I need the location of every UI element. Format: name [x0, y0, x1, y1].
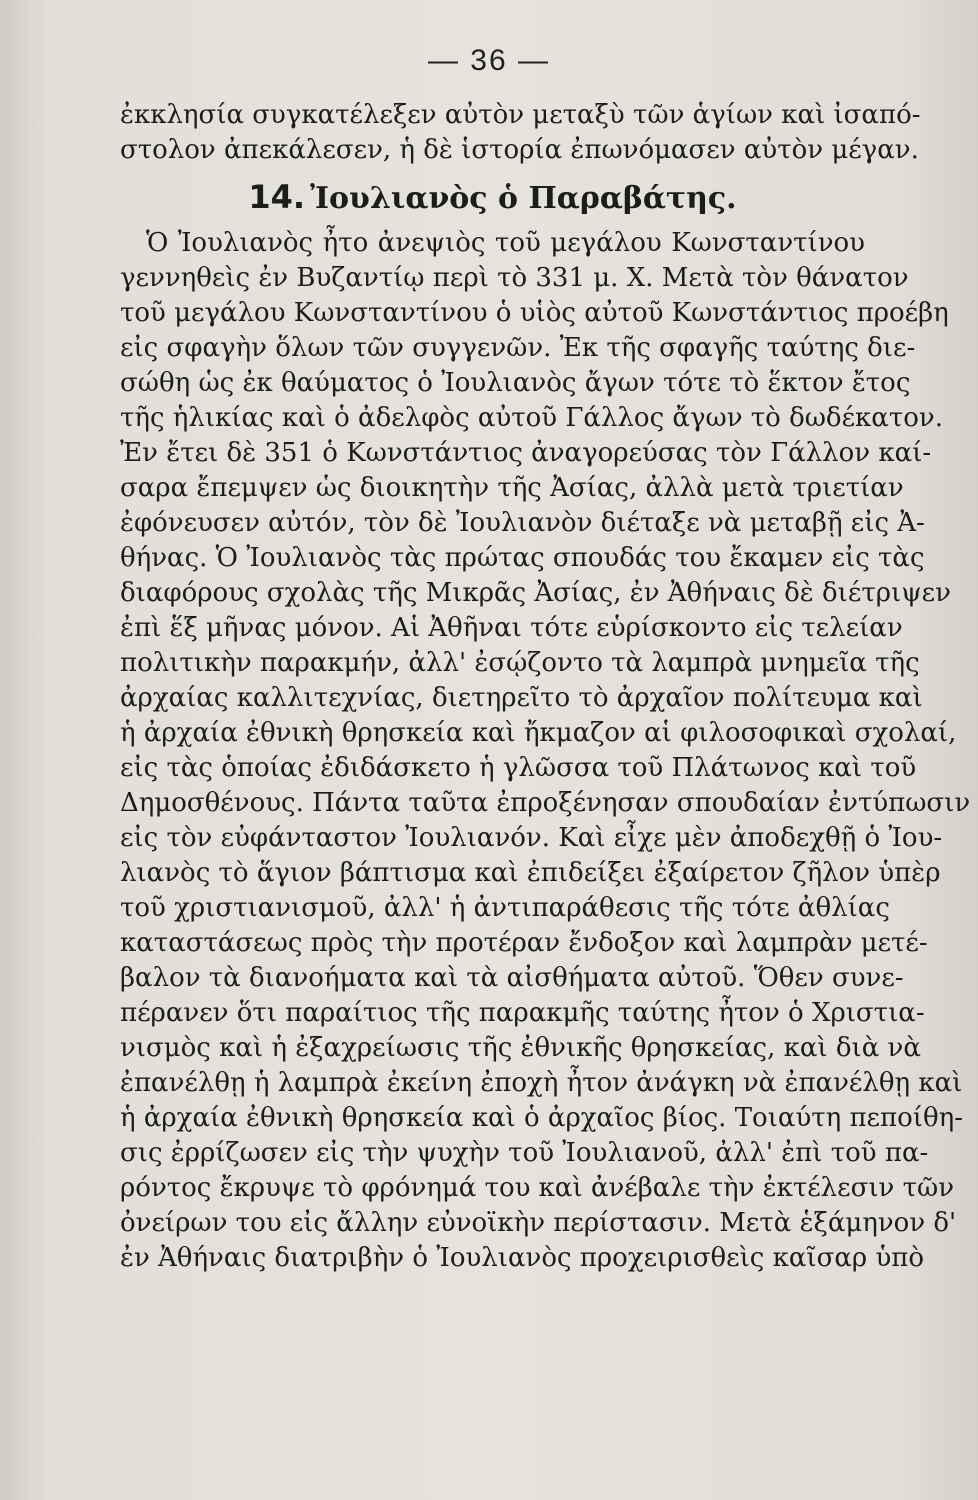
section-number: 14.	[248, 178, 306, 216]
text-line: νισμὸς καὶ ἡ ἐξαχρείωσις τῆς ἐθνικῆς θρησκείας, καὶ διὰ νὰ	[120, 1033, 921, 1063]
text-line: Ὁ Ἰουλιανὸς ἦτο ἀνεψιὸς τοῦ μεγάλου Κωνσταντίνου	[146, 228, 865, 258]
text-line: ἐπανέλθῃ ἡ λαμπρὰ ἐκείνη ἐποχὴ ἦτον ἀνάγκη νὰ ἐπανέλθῃ καὶ	[120, 1068, 963, 1098]
text-line: τοῦ μεγάλου Κωνσταντίνου ὁ υἱὸς αὐτοῦ Κωνστάντιος προέβη	[120, 298, 949, 328]
text-line: Ἐν ἔτει δὲ 351 ὁ Κωνστάντιος ἀναγορεύσας τὸν Γάλλον καί-	[120, 438, 932, 468]
text-line: ἡ ἀρχαία ἐθνικὴ θρησκεία καὶ ὁ ἀρχαῖος βίος. Τοιαύτη πεποίθη-	[120, 1103, 963, 1133]
text-line: σώθη ὡς ἐκ θαύματος ὁ Ἰουλιανὸς ἄγων τότε τὸ ἕκτον ἔτος	[120, 368, 911, 398]
text-line: διαφόρους σχολὰς τῆς Μικρᾶς Ἀσίας, ἐν Ἀθήναις δὲ διέτριψεν	[120, 578, 951, 608]
text-line: θήνας. Ὁ Ἰουλιανὸς τὰς πρώτας σπουδάς του ἔκαμεν εἰς τὰς	[120, 543, 925, 573]
text-line: λιανὸς τὸ ἅγιον βάπτισμα καὶ ἐπιδείξει ἐξαίρετον ζῆλον ὑπὲρ	[120, 858, 941, 888]
text-line: ἐν Ἀθήναις διατριβὴν ὁ Ἰουλιανὸς προχειρισθεὶς καῖσαρ ὑπὸ	[120, 1243, 925, 1273]
text-line: εἰς σφαγὴν ὅλων τῶν συγγενῶν. Ἐκ τῆς σφαγῆς ταύτης διε-	[120, 333, 916, 363]
section-heading	[120, 168, 865, 226]
text-line: σαρα ἔπεμψεν ὡς διοικητὴν τῆς Ἀσίας, ἀλλὰ μετὰ τριετίαν	[120, 473, 904, 503]
text-line: σις ἐρρίζωσεν εἰς τὴν ψυχὴν τοῦ Ἰουλιανοῦ, ἀλλ' ἐπὶ τοῦ πα-	[120, 1138, 929, 1168]
text-line: βαλον τὰ διανοήματα καὶ τὰ αἰσθήματα αὐτοῦ. Ὅθεν συνε-	[120, 963, 904, 993]
text-line: πολιτικὴν παρακμήν, ἀλλ' ἐσῴζοντο τὰ λαμπρὰ μνημεῖα τῆς	[120, 648, 920, 678]
text-line: Δημοσθένους. Πάντα ταῦτα ἐπροξένησαν σπουδαίαν ἐντύπωσιν	[120, 788, 971, 818]
text-line: ἐφόνευσεν αὐτόν, τὸν δὲ Ἰουλιανὸν διέταξε νὰ μεταβῇ εἰς Ἀ-	[120, 508, 925, 538]
text-line: στολον ἀπεκάλεσεν, ἡ δὲ ἱστορία ἐπωνόμασεν αὐτὸν μέγαν.	[120, 135, 919, 165]
text-line: ἡ ἀρχαία ἐθνικὴ θρησκεία καὶ ἤκμαζον αἱ φιλοσοφικαὶ σχολαί,	[120, 718, 957, 748]
text-line: τοῦ χριστιανισμοῦ, ἀλλ' ἡ ἀντιπαράθεσις τῆς τότε ἀθλίας	[120, 893, 890, 923]
text-line: ἀρχαίας καλλιτεχνίας, διετηρεῖτο τὸ ἀρχαῖον πολίτευμα καὶ	[120, 683, 923, 713]
text-line: τῆς ἡλικίας καὶ ὁ ἀδελφὸς αὐτοῦ Γάλλος ἄγων τὸ δωδέκατον.	[120, 403, 943, 433]
text-line: ρόντος ἔκρυψε τὸ φρόνημά του καὶ ἀνέβαλε τὴν ἐκτέλεσιν τῶν	[120, 1173, 955, 1203]
paragraph-body	[120, 226, 971, 1276]
section-title: Ἰουλιανὸς ὁ Παραβάτης.	[310, 181, 737, 216]
text-line: ὀνείρων του εἰς ἄλλην εὐνοϊκὴν περίστασιν. Μετὰ ἑξάμηνον δ'	[120, 1208, 957, 1238]
paragraph-continued	[120, 98, 921, 168]
text-line: εἰς τὰς ὁποίας ἐδιδάσκετο ἡ γλῶσσα τοῦ Πλάτωνος καὶ τοῦ	[120, 753, 917, 783]
text-line: ἐκκλησία συγκατέλεξεν αὐτὸν μεταξὺ τῶν ἁγίων καὶ ἰσαπό-	[120, 100, 921, 130]
text-line: ἐπὶ ἕξ μῆνας μόνον. Αἱ Ἀθῆναι τότε εὑρίσκοντο εἰς τελείαν	[120, 613, 903, 643]
text-line: πέρανεν ὅτι παραίτιος τῆς παρακμῆς ταύτης ἦτον ὁ Χριστια-	[120, 998, 925, 1028]
text-block	[120, 98, 971, 1276]
text-line: καταστάσεως πρὸς τὴν προτέραν ἔνδοξον καὶ λαμπρὰν μετέ-	[120, 928, 928, 958]
text-line: γεννηθεὶς ἐν Βυζαντίῳ περὶ τὸ 331 μ. Χ. Μετὰ τὸν θάνατον	[120, 263, 909, 293]
page-number: — 36 —	[427, 44, 551, 77]
text-line: εἰς τὸν εὐφάνταστον Ἰουλιανόν. Καὶ εἶχε μὲν ἀποδεχθῇ ὁ Ἰου-	[120, 823, 943, 853]
